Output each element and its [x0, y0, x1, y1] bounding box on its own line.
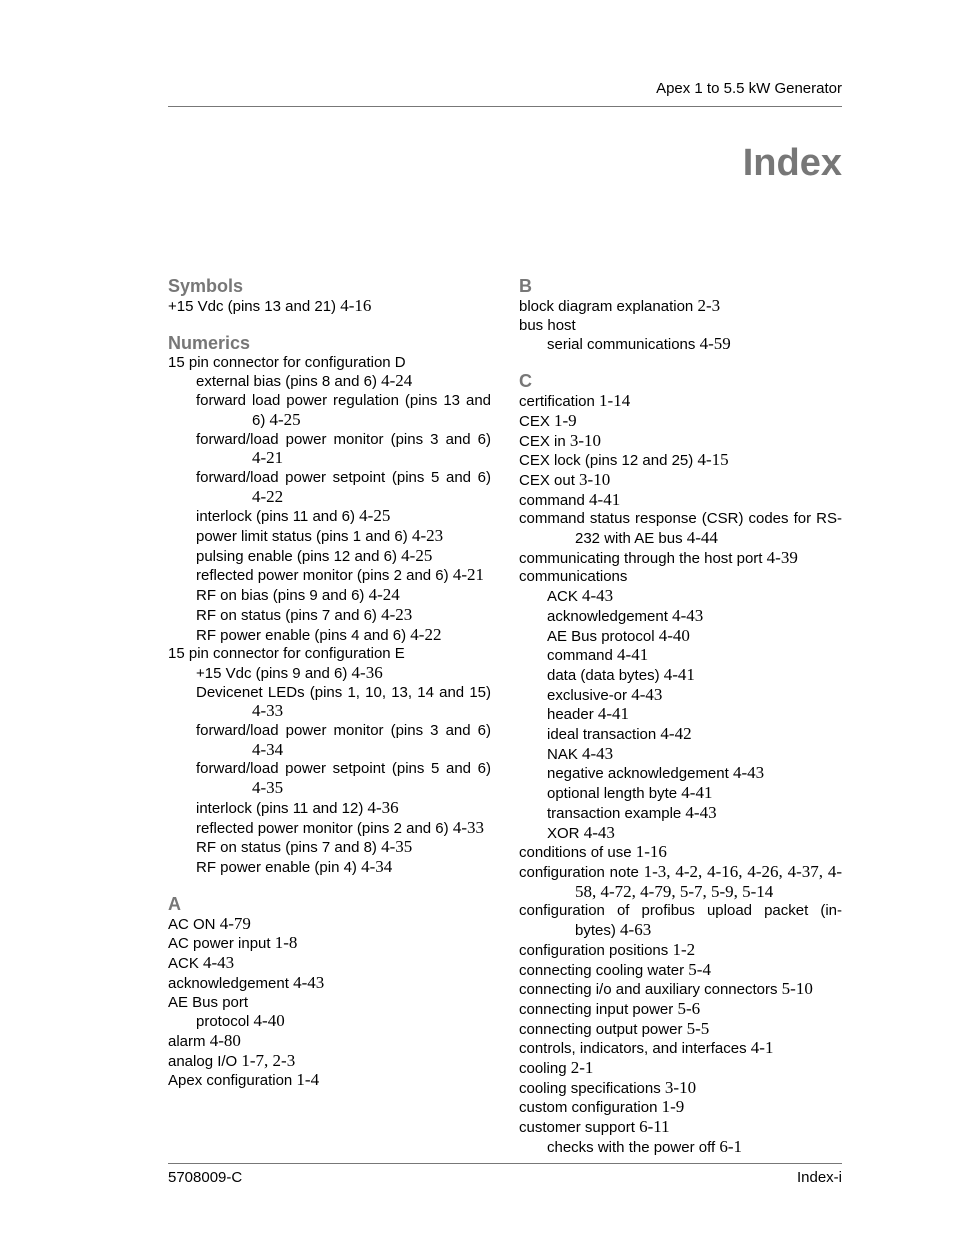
entry-page-ref: 4-41 [597, 704, 630, 724]
entry-term: ideal transaction [547, 726, 657, 744]
index-subentry [168, 606, 491, 626]
index-entry [168, 974, 491, 994]
entry-term: AC ON [168, 915, 216, 933]
index-entry [519, 317, 842, 336]
index-entry [168, 934, 491, 954]
entry-page-ref: 4-41 [681, 783, 713, 803]
entry-page-ref: 4-43 [203, 953, 235, 973]
entry-page-ref: 3-10 [579, 469, 611, 489]
index-entry [519, 297, 842, 317]
index-entry [168, 354, 491, 373]
index-subentry [168, 819, 491, 839]
index-entry [519, 471, 842, 491]
index-subentry [519, 824, 842, 844]
index-entry [519, 902, 842, 940]
index-entry [168, 1052, 491, 1072]
entry-term: +15 Vdc (pins 9 and 6) [196, 664, 348, 682]
entry-page-ref: 4-79 [219, 913, 251, 933]
index-subentry [519, 764, 842, 784]
entry-term: Apex configuration [168, 1072, 293, 1090]
entry-page-ref: 2-1 [570, 1058, 594, 1078]
index-entry [519, 1039, 842, 1059]
entry-term: serial communications [547, 336, 696, 354]
entry-page-ref: 5-5 [686, 1018, 710, 1038]
index-entry [519, 1000, 842, 1020]
entry-term: external bias (pins 8 and 6) [196, 373, 377, 391]
entry-term: 15 pin connector for configuration D [168, 353, 406, 371]
entry-term: interlock (pins 11 and 6) [196, 508, 355, 526]
entry-page-ref: 1-9 [554, 410, 577, 430]
entry-term: RF power enable (pin 4) [196, 858, 357, 876]
entry-page-ref: 1-3, 4-2, 4-16, 4-26, 4-37, 4-58, 4-72, 4-79, 5-7, 5-9, 5-14 [575, 861, 843, 901]
index-subentry [168, 799, 491, 819]
entry-page-ref: 4-25 [269, 409, 301, 429]
index-entry [519, 961, 842, 981]
entry-term: Devicenet LEDs (pins 1, 10, 13, 14 and 15) [196, 683, 491, 701]
entry-page-ref: 4-80 [209, 1030, 241, 1050]
index-subentry [519, 587, 842, 607]
entry-term: cooling specifications [519, 1079, 661, 1097]
index-entry [519, 941, 842, 961]
index-entry [519, 549, 842, 569]
footer-page-number: Index-i [796, 1169, 842, 1186]
entry-page-ref: 4-43 [582, 586, 614, 606]
entry-page-ref: 4-34 [252, 739, 284, 759]
entry-page-ref: 4-33 [452, 817, 484, 837]
entry-term: configuration positions [519, 941, 669, 959]
index-subentry [168, 566, 491, 586]
index-entry [519, 451, 842, 471]
entry-page-ref: 4-1 [750, 1038, 774, 1058]
index-column-left [168, 276, 491, 1091]
index-subentry [168, 626, 491, 646]
entry-page-ref: 4-43 [732, 763, 765, 783]
entry-term: acknowledgement [168, 974, 289, 992]
entry-page-ref: 4-35 [381, 837, 413, 857]
entry-term: communicating through the host port [519, 549, 763, 567]
entry-term: bus host [519, 316, 576, 334]
index-subentry [168, 684, 491, 722]
index-entry [519, 568, 842, 587]
entry-term: header [547, 706, 594, 724]
entry-page-ref: 4-36 [351, 662, 383, 682]
entry-page-ref: 6-11 [639, 1117, 670, 1137]
entry-term: pulsing enable (pins 12 and 6) [196, 547, 397, 565]
entry-term: connecting i/o and auxiliary connectors [519, 981, 778, 999]
section-heading: C [519, 371, 532, 392]
index-entry [168, 1032, 491, 1052]
entry-page-ref: 5-6 [677, 998, 701, 1018]
index-subentry [168, 586, 491, 606]
entry-page-ref: 4-36 [367, 797, 399, 817]
entry-term: certification [519, 393, 595, 411]
section-heading: B [519, 276, 532, 296]
index-entry [519, 510, 842, 548]
page-title: Index [742, 142, 842, 184]
entry-page-ref: 1-4 [296, 1070, 320, 1090]
index-subentry [168, 507, 491, 527]
entry-page-ref: 4-21 [252, 448, 284, 468]
index-subentry [519, 725, 842, 745]
entry-term: AE Bus protocol [547, 627, 655, 645]
entry-page-ref: 1-7, 2-3 [241, 1050, 296, 1070]
entry-page-ref: 1-14 [599, 391, 631, 411]
entry-page-ref: 4-23 [381, 604, 413, 624]
entry-term: acknowledgement [547, 607, 668, 625]
entry-term: forward load power regulation (pins 13 and 6) [196, 392, 491, 429]
entry-page-ref: 4-25 [359, 506, 391, 526]
entry-page-ref: 4-43 [582, 743, 614, 763]
entry-term: interlock (pins 11 and 12) [196, 799, 364, 817]
entry-term: command [547, 647, 613, 665]
entry-term: controls, indicators, and interfaces [519, 1040, 747, 1058]
index-subentry [168, 392, 491, 430]
entry-term: reflected power monitor (pins 2 and 6) [196, 819, 449, 837]
entry-page-ref: 4-43 [631, 684, 663, 704]
entry-page-ref: 6-1 [719, 1136, 742, 1156]
index-subentry [168, 372, 491, 392]
entry-term: data (data bytes) [547, 666, 660, 684]
entry-page-ref: 4-44 [686, 528, 718, 548]
entry-term: CEX out [519, 471, 575, 489]
index-subentry [519, 1138, 842, 1158]
entry-term: configuration of profibus upload packet (in-bytes) [519, 902, 842, 940]
index-entry [519, 1079, 842, 1099]
entry-page-ref: 3-10 [664, 1077, 697, 1097]
entry-term: AC power input [168, 935, 271, 953]
index-subentry [168, 547, 491, 567]
index-entry [519, 491, 842, 511]
entry-term: conditions of use [519, 844, 632, 862]
entry-page-ref: 4-42 [660, 724, 692, 744]
index-entry [519, 1098, 842, 1118]
entry-term: ACK [168, 955, 199, 973]
index-subentry [519, 705, 842, 725]
entry-page-ref: 4-35 [252, 778, 284, 798]
entry-term: checks with the power off [547, 1138, 716, 1156]
section-heading: Numerics [168, 332, 251, 353]
entry-term: power limit status (pins 1 and 6) [196, 528, 408, 546]
index-subentry [519, 784, 842, 804]
entry-term: reflected power monitor (pins 2 and 6) [196, 567, 449, 585]
entry-term: command status response (CSR) codes for RS-232 with AE bus [519, 510, 842, 548]
index-entry [168, 994, 491, 1013]
entry-page-ref: 4-41 [589, 489, 621, 509]
index-entry [519, 1118, 842, 1138]
entry-page-ref: 4-41 [617, 645, 649, 665]
index-subentry [519, 804, 842, 824]
entry-term: XOR [547, 824, 580, 842]
entry-page-ref: 4-22 [252, 486, 284, 506]
index-entry [168, 1071, 491, 1091]
index-entry [519, 432, 842, 452]
entry-term: +15 Vdc (pins 13 and 21) [168, 298, 337, 315]
entry-term: forward/load power setpoint (pins 5 and 6) [196, 760, 491, 778]
entry-term: forward/load power monitor (pins 3 and 6) [196, 430, 491, 448]
entry-term: connecting output power [519, 1020, 683, 1038]
index-subentry [519, 646, 842, 666]
entry-page-ref: 1-2 [672, 939, 696, 959]
entry-term: optional length byte [547, 785, 678, 803]
entry-page-ref: 4-33 [252, 701, 284, 721]
entry-term: negative acknowledgement [547, 765, 729, 783]
entry-term: block diagram explanation [519, 298, 694, 315]
index-entry [519, 843, 842, 863]
index-entry [168, 954, 491, 974]
entry-term: RF on status (pins 7 and 6) [196, 606, 377, 624]
entry-page-ref: 4-40 [658, 625, 690, 645]
entry-term: forward/load power setpoint (pins 5 and 6) [196, 468, 491, 486]
entry-page-ref: 4-43 [583, 822, 615, 842]
entry-term: forward/load power monitor (pins 3 and 6) [196, 722, 491, 740]
entry-term: protocol [196, 1013, 250, 1031]
entry-page-ref: 4-59 [699, 334, 731, 354]
index-entry [519, 1020, 842, 1040]
index-column-right [519, 276, 842, 1158]
index-subentry [168, 431, 491, 469]
entry-page-ref: 1-16 [635, 842, 667, 862]
index-subentry [168, 469, 491, 507]
entry-page-ref: 5-10 [781, 979, 813, 999]
entry-page-ref: 4-25 [401, 545, 433, 565]
entry-term: RF on status (pins 7 and 8) [196, 839, 377, 857]
entry-term: cooling [519, 1060, 567, 1078]
entry-term: AE Bus port [168, 993, 249, 1011]
entry-term: communications [519, 568, 628, 586]
index-subentry [168, 527, 491, 547]
index-subentry [168, 838, 491, 858]
entry-term: RF on bias (pins 9 and 6) [196, 587, 365, 605]
running-header: Apex 1 to 5.5 kW Generator [656, 80, 842, 97]
entry-page-ref: 4-40 [253, 1011, 285, 1031]
footer-rule [168, 1163, 842, 1164]
entry-page-ref: 4-39 [766, 547, 798, 567]
entry-page-ref: 5-4 [688, 959, 711, 979]
entry-term: transaction example [547, 804, 682, 822]
index-subentry [519, 745, 842, 765]
index-entry [519, 1059, 842, 1079]
entry-page-ref: 4-43 [293, 972, 325, 992]
entry-page-ref: 4-24 [368, 585, 400, 605]
index-entry [519, 863, 842, 902]
index-entry [519, 980, 842, 1000]
entry-term: configuration note [519, 863, 639, 881]
entry-page-ref: 1-8 [274, 933, 298, 953]
entry-page-ref: 4-15 [697, 450, 729, 470]
entry-page-ref: 4-43 [672, 605, 704, 625]
section-heading: Symbols [168, 276, 244, 296]
index-subentry [168, 760, 491, 798]
index-entry [168, 915, 491, 935]
entry-page-ref: 4-63 [620, 920, 652, 940]
index-entry [519, 392, 842, 412]
footer-doc-number: 5708009-C [168, 1169, 243, 1186]
entry-page-ref: 1-9 [661, 1097, 685, 1117]
index-entry [168, 297, 491, 317]
index-subentry [519, 686, 842, 706]
entry-term: alarm [168, 1032, 206, 1050]
entry-page-ref: 4-34 [361, 856, 393, 876]
index-subentry [168, 664, 491, 684]
entry-term: connecting cooling water [519, 961, 685, 979]
entry-term: command [519, 491, 585, 509]
entry-page-ref: 4-41 [663, 664, 695, 684]
entry-page-ref: 4-16 [340, 296, 372, 315]
entry-page-ref: 4-21 [452, 565, 484, 585]
entry-page-ref: 4-22 [410, 624, 442, 644]
header-rule [168, 106, 842, 107]
index-entry [519, 412, 842, 432]
entry-term: exclusive-or [547, 686, 628, 704]
entry-term: CEX in [519, 432, 566, 450]
entry-term: ACK [547, 588, 578, 606]
index-subentry [519, 335, 842, 355]
index-subentry [519, 627, 842, 647]
index-subentry [168, 722, 491, 760]
index-entry [168, 645, 491, 664]
section-heading: A [168, 893, 181, 914]
entry-term: NAK [547, 745, 578, 763]
entry-page-ref: 3-10 [569, 430, 602, 450]
entry-term: RF power enable (pins 4 and 6) [196, 626, 407, 644]
entry-page-ref: 4-23 [411, 526, 444, 546]
entry-term: connecting input power [519, 1000, 674, 1018]
entry-page-ref: 4-24 [381, 371, 413, 391]
entry-term: customer support [519, 1119, 635, 1137]
entry-term: CEX lock (pins 12 and 25) [519, 452, 694, 470]
index-subentry [519, 666, 842, 686]
index-subentry [519, 607, 842, 627]
entry-term: analog I/O [168, 1052, 238, 1070]
entry-term: custom configuration [519, 1099, 658, 1117]
entry-term: CEX [519, 412, 550, 430]
entry-page-ref: 4-43 [685, 802, 717, 822]
entry-term: 15 pin connector for configuration E [168, 645, 405, 663]
index-subentry [168, 858, 491, 878]
entry-page-ref: 2-3 [697, 296, 721, 315]
index-subentry [168, 1012, 491, 1032]
